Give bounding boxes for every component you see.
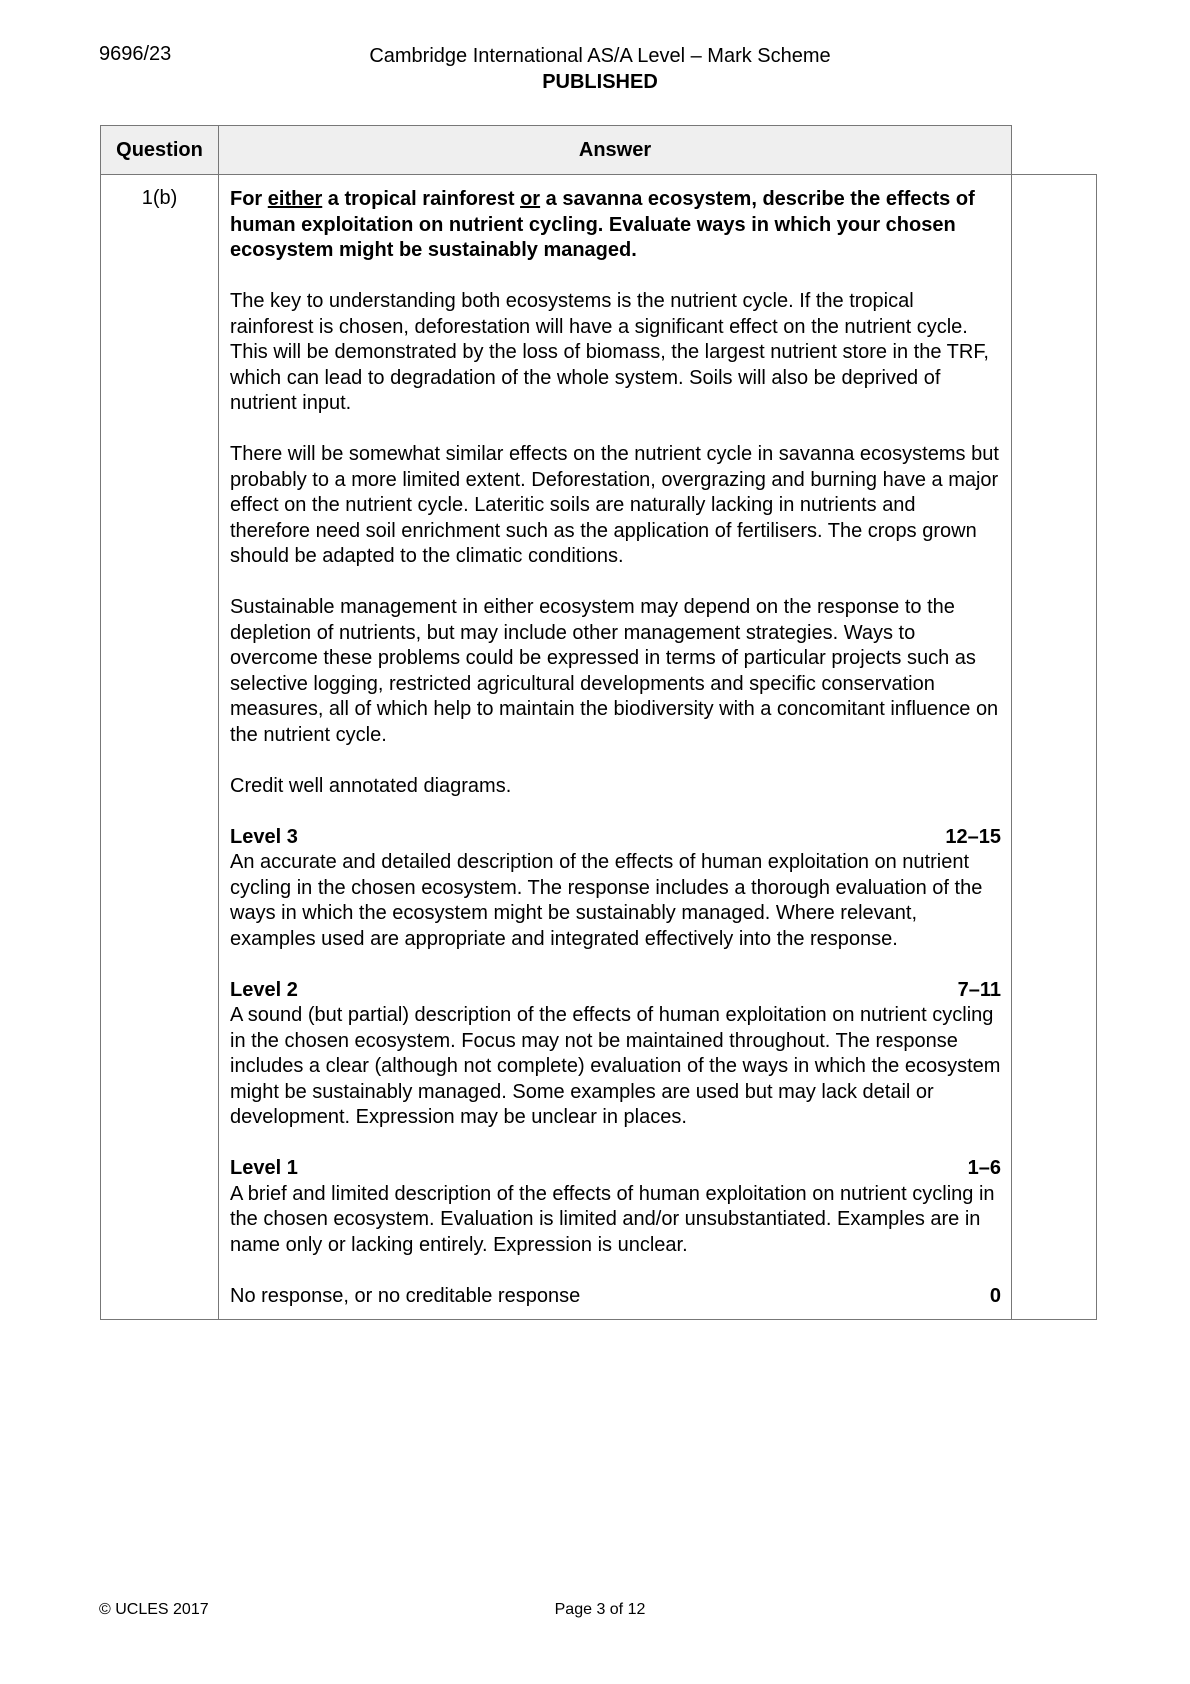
prompt-part-1: For bbox=[230, 188, 268, 210]
level-name: Level 2 bbox=[230, 978, 298, 1001]
column-header-question: Question bbox=[101, 126, 219, 175]
prompt-part-2: a tropical rainforest bbox=[322, 188, 521, 210]
answer-paragraph: Sustainable management in either ecosystem may depend on the response to the depletion of nutrients, but may include other management strategies. Ways to overcome these problems could be expressed in terms of particular projects such as selective logging, restricted agricultural developments and specific conservation measures, all of which help to maintain the biodiversity with a concomitant influence on the nutrient cycle. bbox=[230, 596, 999, 746]
no-response-row bbox=[230, 1284, 1001, 1310]
answer-paragraph: Credit well annotated diagrams. bbox=[230, 774, 512, 797]
question-prompt bbox=[230, 187, 1001, 264]
mark-scheme-table bbox=[100, 125, 1097, 1320]
header-status: PUBLISHED bbox=[542, 71, 658, 93]
no-response-marks: 0 bbox=[989, 1284, 1001, 1307]
table-header-row bbox=[101, 126, 1097, 175]
answer-cell bbox=[219, 175, 1012, 1320]
prompt-part-3: a savanna ecosystem, describe the effects of human exploitation on nutrient cycling. Evaluate ways in which your chosen ecosystem might be sustainably managed. bbox=[230, 188, 975, 261]
level-marks: 7–11 bbox=[957, 978, 1001, 1001]
level-marks: 12–15 bbox=[945, 825, 1001, 848]
table-row bbox=[101, 175, 1097, 1320]
page-number: Page 3 of 12 bbox=[554, 1601, 646, 1618]
level-description: A sound (but partial) description of the effects of human exploitation on nutrient cycling in the chosen ecosystem. Focus may not be maintained throughout. The response includes a clear (although not complete) evaluation of the ways in which the ecosystem might be sustainably managed. Some examples are used but may lack detail or development. Expression may be unclear in places. bbox=[230, 1004, 1001, 1128]
answer-paragraph: There will be somewhat similar effects on the nutrient cycle in savanna ecosystems but probably to a more limited extent. Deforestation, overgrazing and burning have a major effect on the nutrient cycle. Lateritic soils are naturally lacking in nutrients and therefore need soil enrichment such as the application of fertilisers. The crops grown should be adapted to the climatic conditions. bbox=[230, 443, 999, 567]
level-1-block bbox=[230, 1156, 1001, 1258]
level-2-block bbox=[230, 978, 1001, 1131]
column-header-marks bbox=[1012, 126, 1097, 175]
question-number: 1(b) bbox=[101, 175, 219, 1320]
level-description: An accurate and detailed description of the effects of human exploitation on nutrient cycling in the chosen ecosystem. The response includes a thorough evaluation of the ways in which the ecosystem might be sustainably managed. Where relevant, examples used are appropriate and integrated effectively into the response. bbox=[230, 851, 983, 950]
prompt-either: either bbox=[267, 188, 323, 210]
paper-code: 9696/23 bbox=[99, 43, 172, 65]
level-3-block bbox=[230, 825, 1001, 953]
level-name: Level 1 bbox=[230, 1157, 298, 1179]
level-header bbox=[230, 1156, 1001, 1182]
page-header bbox=[250, 43, 950, 95]
no-response-text: No response, or no creditable response bbox=[230, 1284, 581, 1307]
copyright: © UCLES 2017 bbox=[99, 1601, 209, 1618]
prompt-or: or bbox=[520, 188, 541, 210]
answer-paragraph: The key to understanding both ecosystems is the nutrient cycle. If the tropical rainforest is chosen, deforestation will have a significant effect on the nutrient cycle. This will be demonstrated by the loss of biomass, the largest nutrient store in the TRF, which can lead to degradation of the whole system. Soils will also be deprived of nutrient input. bbox=[230, 290, 989, 414]
marks-cell bbox=[1012, 175, 1097, 1320]
level-name: Level 3 bbox=[230, 825, 298, 848]
level-description: A brief and limited description of the effects of human exploitation on nutrient cycling in the chosen ecosystem. Evaluation is limited and/or unsubstantiated. Examples are in name only or lacking entirely. Expression is unclear. bbox=[230, 1182, 995, 1256]
level-marks: 1–6 bbox=[967, 1157, 1001, 1179]
header-title: Cambridge International AS/A Level – Mark Scheme bbox=[369, 45, 831, 67]
level-header bbox=[230, 825, 1001, 851]
level-header bbox=[230, 978, 1001, 1004]
column-header-answer: Answer bbox=[219, 126, 1012, 175]
